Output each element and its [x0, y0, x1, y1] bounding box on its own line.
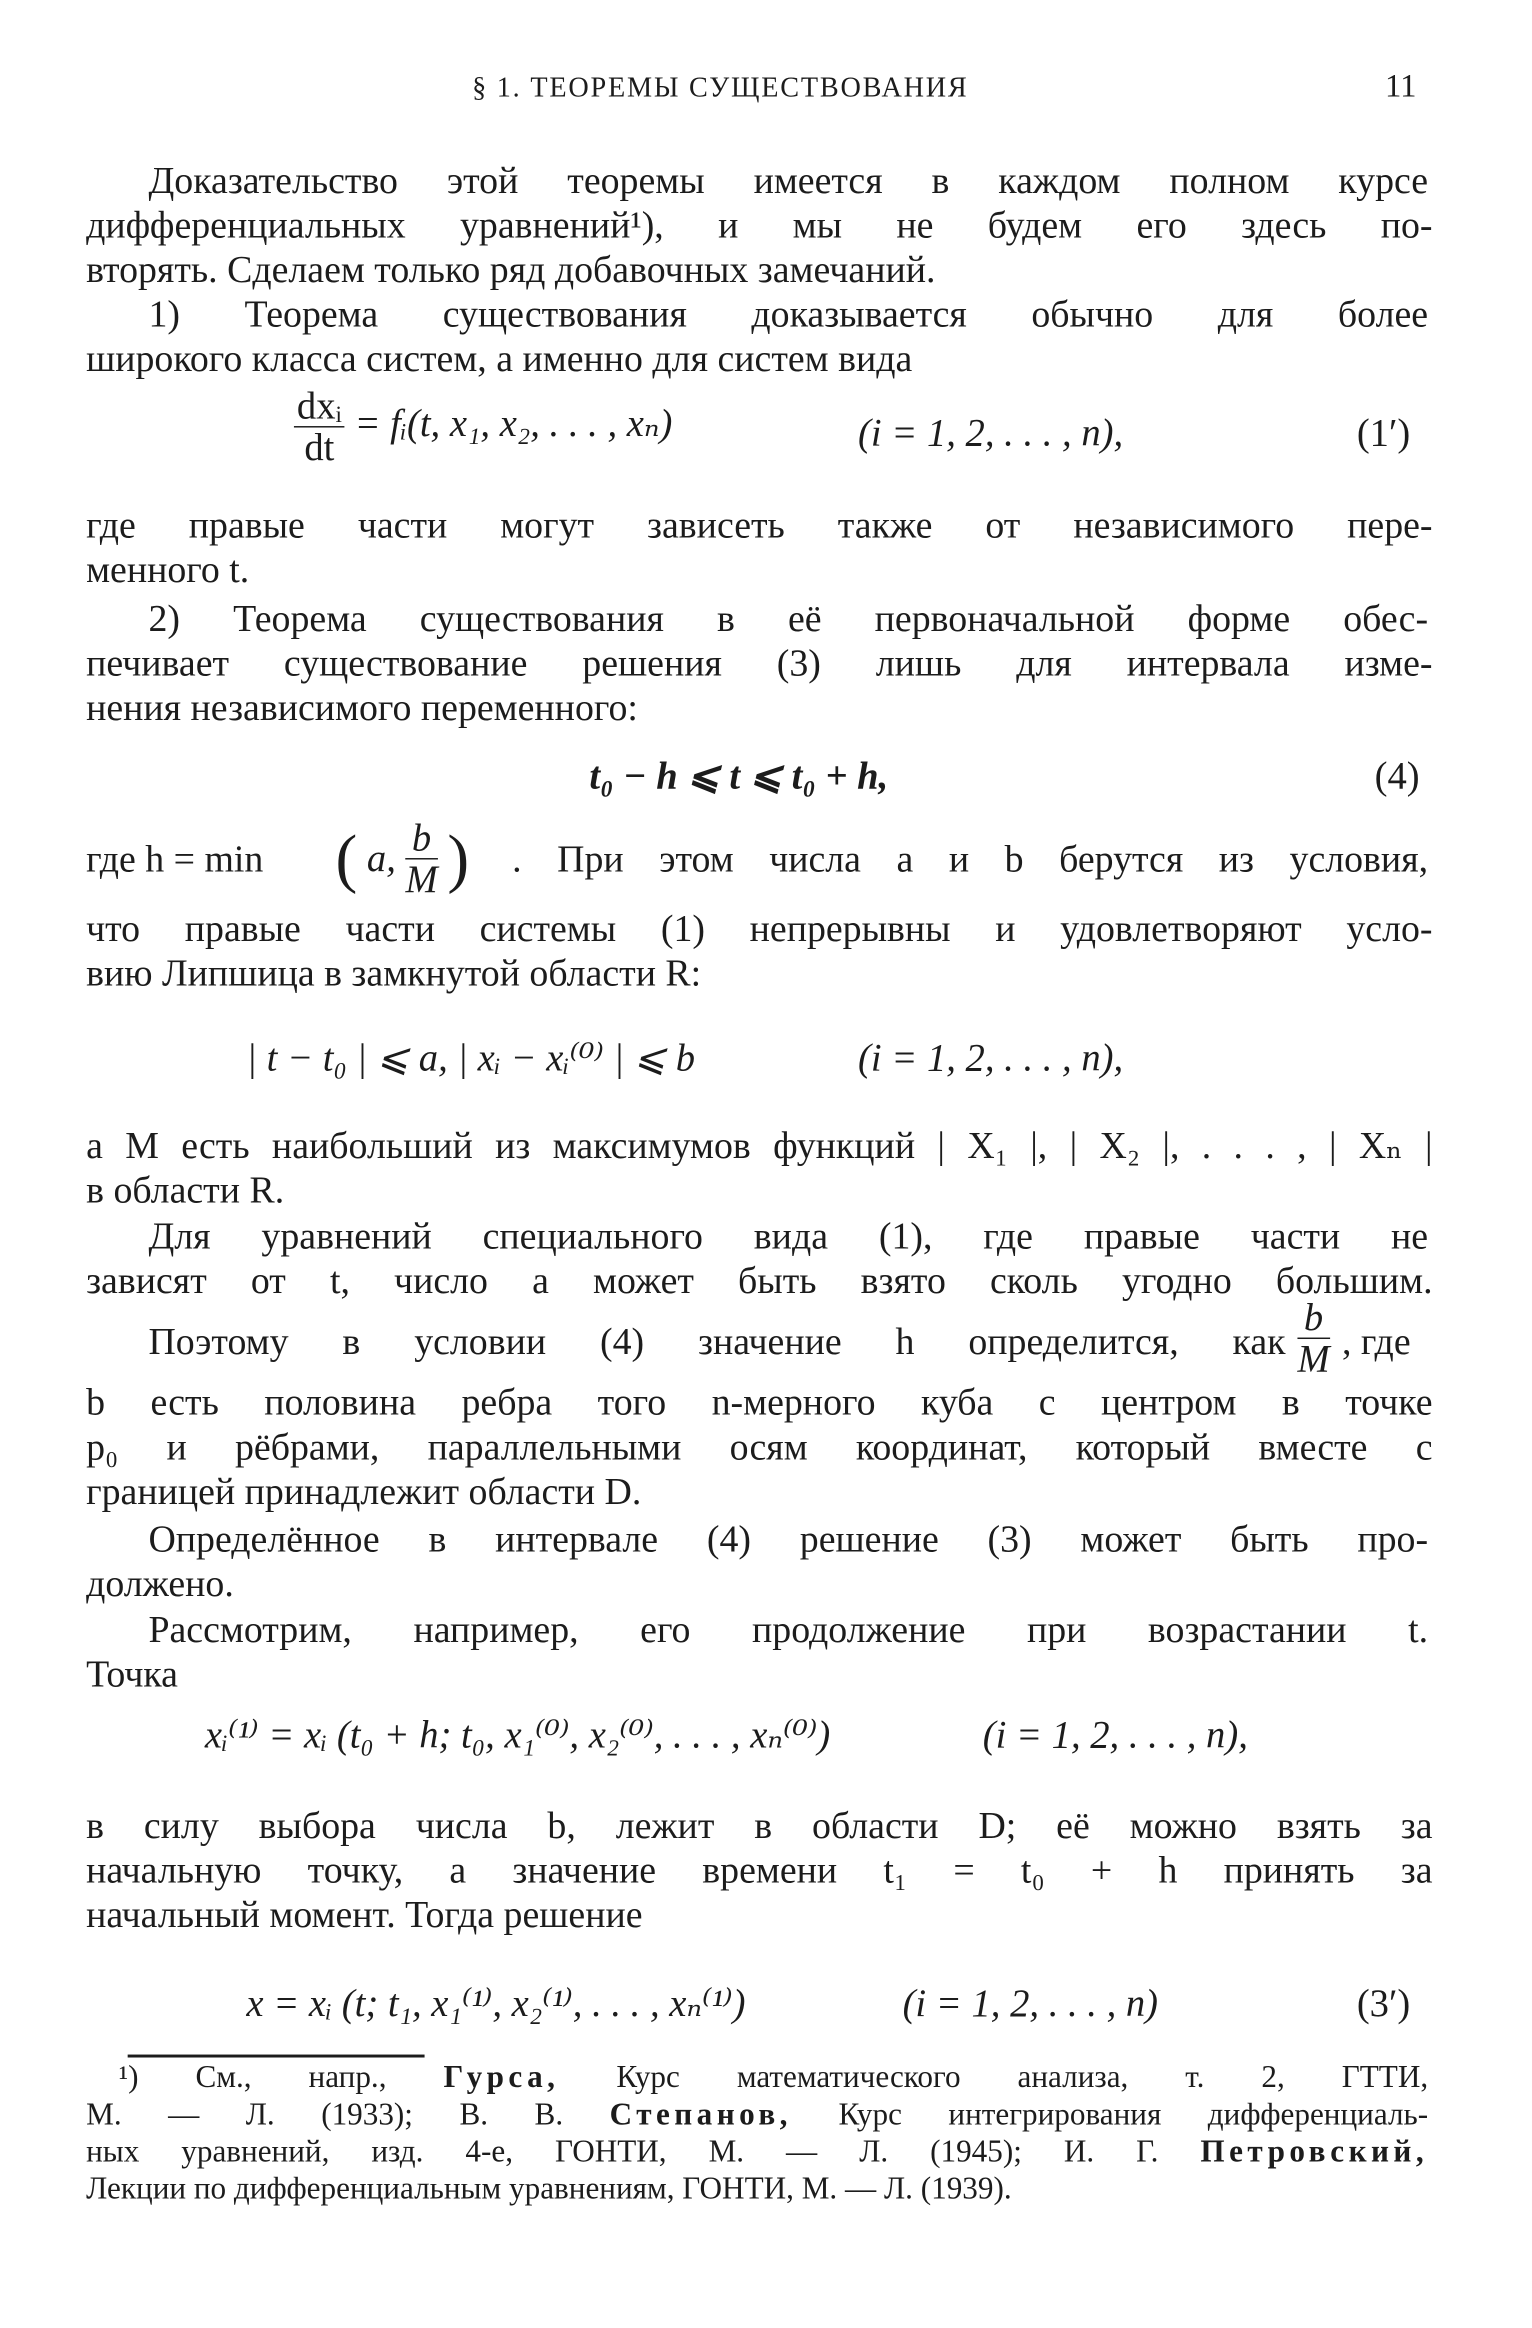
author-name: Гурса, [443, 2059, 560, 2095]
text-line-22: p₀ и рёбрами, параллельными осям координат, который вместе с [86, 1425, 1433, 1469]
text-line-7: менного t. [86, 547, 250, 591]
text-line-16: в области R. [86, 1168, 285, 1212]
text-line-9: печивает существование решения (3) лишь для интервала изме- [86, 641, 1433, 685]
fraction-dxi-dt [294, 386, 345, 469]
equation-label-4: (4) [1374, 754, 1420, 798]
text-line-12: . При этом числа a и b берутся из условия, [512, 837, 1429, 881]
text-line-8: 2) Теорема существования в её первоначальной форме обес- [148, 596, 1429, 640]
running-title: § 1. ТЕОРЕМЫ СУЩЕСТВОВАНИЯ [472, 72, 969, 104]
min-argument: ( a, $\frac{b}{M}$ ) [335, 816, 470, 902]
page-number: 11 [1385, 66, 1417, 104]
point-formula: xᵢ⁽¹⁾ = xᵢ (t₀ + h; t₀, x₁⁽⁰⁾, x₂⁽⁰⁾, . . . , xₙ⁽⁰⁾) [204, 1713, 831, 1757]
formula-rhs: = fᵢ(t, x₁, x₂, . . . , xₙ) [354, 401, 673, 446]
text-line-10: нения независимого переменного: [86, 685, 638, 729]
fraction-numerator: dxᵢ [294, 386, 345, 428]
point-range: (i = 1, 2, . . . , n), [982, 1713, 1248, 1757]
equation-label-1-prime: (1′) [1356, 411, 1411, 455]
text-line-21: b есть половина ребра того n-мерного куба с центром в точке [86, 1380, 1433, 1424]
text-line-13: что правые части системы (1) непрерывны и удовлетворяют усло- [86, 907, 1433, 951]
text-line-3: вторять. Сделаем только ряд добавочных замечаний. [86, 247, 936, 291]
fraction-numerator: b [406, 818, 438, 860]
fraction-b-over-m-2 [1297, 1297, 1329, 1380]
fraction-denominator: dt [304, 426, 335, 470]
text-line-5: широкого класса систем, а именно для систем вида [86, 336, 913, 381]
text-line-30: начальный момент. Тогда решение [86, 1892, 643, 1936]
footnote-line-3: ных уравнений, изд. 4-е, ГОНТИ, М. — Л. (1945); И. Г. Петровский, [86, 2133, 1429, 2169]
text-line-26: Рассмотрим, например, его продолжение при возрастании t. [148, 1607, 1429, 1651]
text-line-2: дифференциальных уравнений¹), и мы не будем его здесь по- [86, 203, 1433, 247]
text-line-15: а M есть наибольший из максимумов функций | X₁ |, | X₂ |, . . . , | Xₙ | [86, 1123, 1433, 1167]
footnote-line-2: М. — Л. (1933); В. В. Степанов, Курс интегрирования дифференциаль- [86, 2096, 1429, 2132]
author-name: Степанов, [609, 2096, 792, 2132]
text-line-25: должено. [86, 1561, 234, 1605]
footnote-rule [128, 2055, 425, 2057]
text-line-23: границей принадлежит области D. [86, 1469, 642, 1513]
region-r-formula: | t − t₀ | ⩽ a, | xᵢ − xᵢ⁽⁰⁾ | ⩽ b [246, 1036, 696, 1080]
solution-range: (i = 1, 2, . . . , n) [902, 1981, 1159, 2025]
footnote-line-4: Лекции по дифференциальным уравнениям, ГОНТИ, М. — Л. (1939). [86, 2170, 1012, 2206]
min-a: a, [366, 836, 396, 881]
fraction-denominator: M [1297, 1337, 1330, 1382]
fraction-b-over-m [406, 818, 438, 901]
text-line-29: начальную точку, а значение времени t₁ = t₀ + h принять за [86, 1848, 1433, 1892]
footnote-line-1: ¹) См., напр., Гурса, Курс математического анализа, т. 2, ГТТИ, [118, 2059, 1429, 2095]
text-line-28: в силу выбора числа b, лежит в области D; её можно взять за [86, 1803, 1433, 1847]
author-name: Петровский, [1200, 2133, 1429, 2169]
text-line-20: , где [1341, 1319, 1411, 1363]
equation-label-3-prime: (3′) [1356, 1981, 1411, 2025]
text-line-18: зависят от t, число a может быть взято сколь угодно большим. [86, 1258, 1433, 1302]
region-r-range: (i = 1, 2, . . . , n), [858, 1036, 1124, 1080]
fraction-denominator: M [405, 858, 438, 902]
text-line-17: Для уравнений специального вида (1), где правые части не [148, 1214, 1429, 1258]
text-line-14: вию Липшица в замкнутой области R: [86, 951, 702, 995]
text-line-24: Определённое в интервале (4) решение (3) может быть про- [148, 1517, 1429, 1561]
text-line-4: 1) Теорема существования доказывается обычно для более [148, 292, 1429, 336]
solution-formula: x = xᵢ (t; t₁, x₁⁽¹⁾, x₂⁽¹⁾, . . . , xₙ⁽¹⁾) [246, 1981, 746, 2025]
formula-1-range: (i = 1, 2, . . . , n), [858, 411, 1124, 455]
formula-1-prime [294, 386, 672, 469]
text-line-6: где правые части могут зависеть также от независимого пере- [86, 503, 1433, 547]
text-line-11: где h = min [86, 837, 264, 881]
text-line-27: Точка [86, 1652, 179, 1696]
fraction-numerator: b [1297, 1297, 1329, 1339]
text-line-1: Доказательство этой теоремы имеется в каждом полном курсе [148, 158, 1429, 202]
formula-4: t₀ − h ⩽ t ⩽ t₀ + h, [589, 754, 889, 798]
text-line-19: Поэтому в условии (4) значение h определится, как [148, 1319, 1286, 1363]
